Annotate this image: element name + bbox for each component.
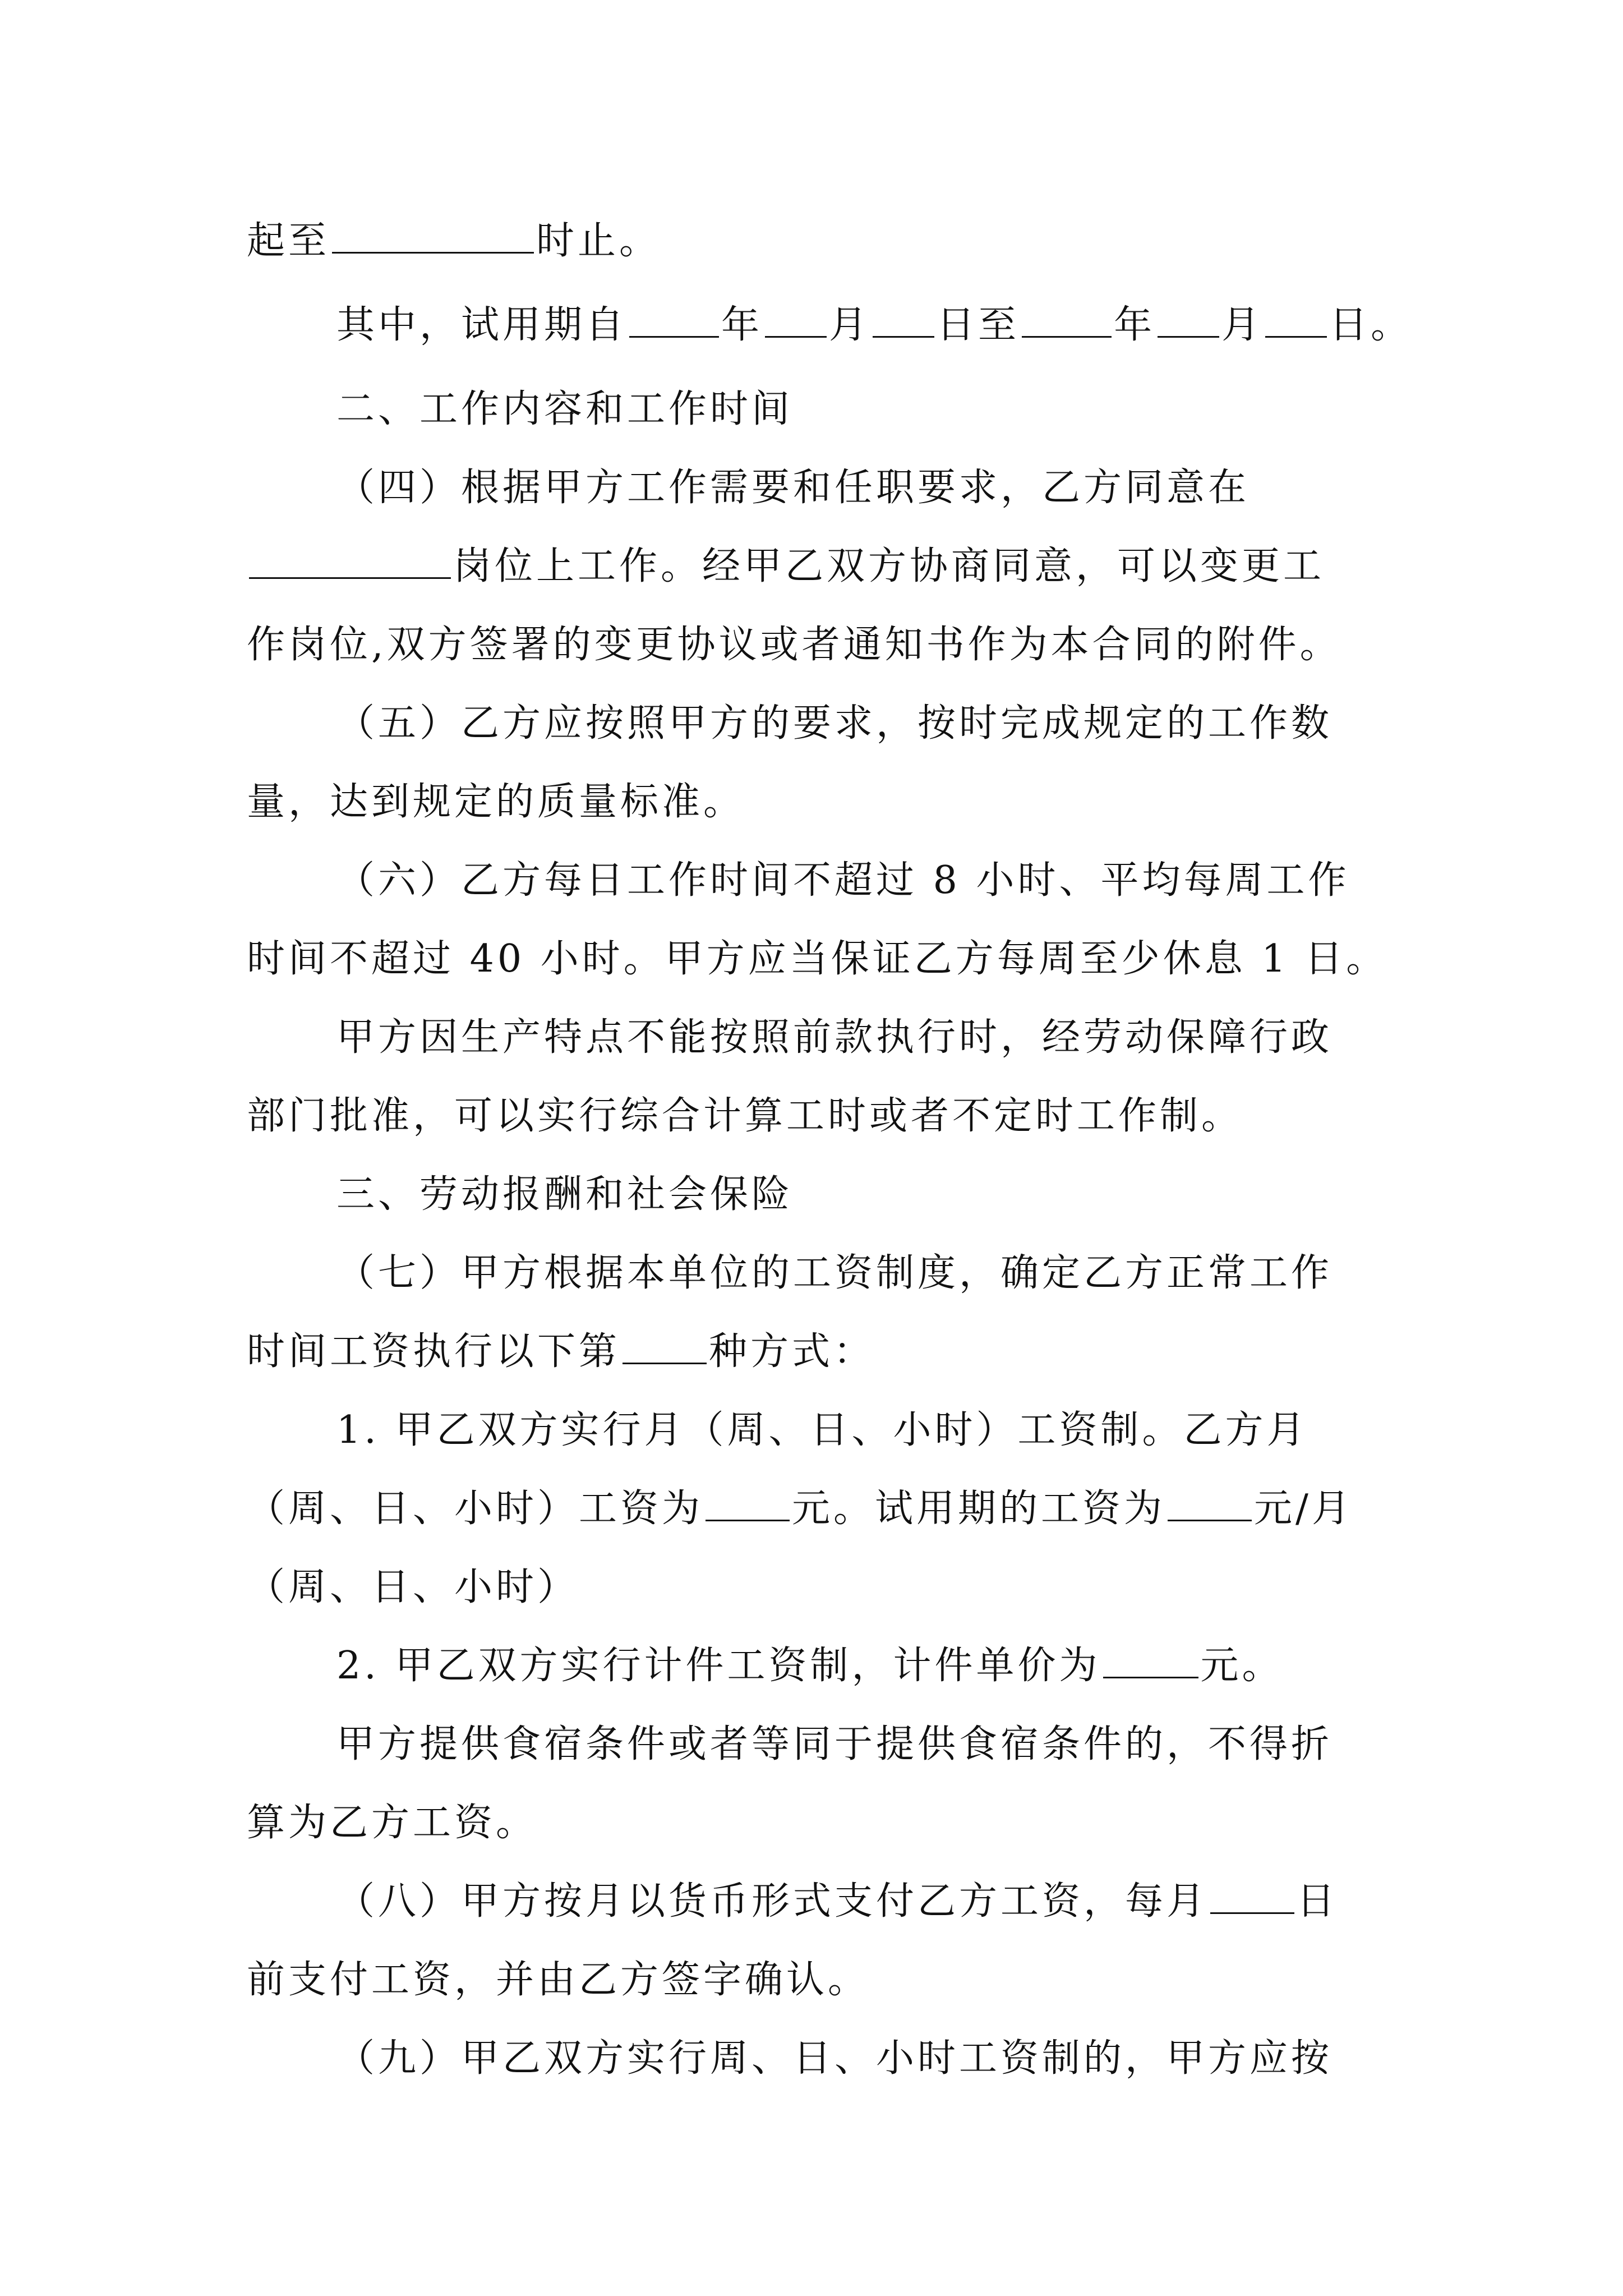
text-segment: （九）甲乙双方实行周、日、小时工资制的，甲方应按 xyxy=(336,2036,1333,2081)
text-segment: 种方式： xyxy=(709,1329,875,1374)
text-line xyxy=(336,1402,1308,1458)
section-heading xyxy=(336,1167,793,1223)
text-segment: 日 xyxy=(1297,1879,1339,1924)
text-segment: （八）甲方按月以货币形式支付乙方工资，每月 xyxy=(336,1879,1209,1924)
text-line xyxy=(336,1245,1332,1301)
text-line xyxy=(336,1874,1338,1930)
text-line xyxy=(247,1952,869,2008)
text-segment: 起至 xyxy=(247,219,330,263)
text-segment: 甲方因生产特点不能按照前款执行时，经劳动保障行政 xyxy=(336,1015,1333,1060)
text-segment: （五）乙方应按照甲方的要求，按时完成规定的工作数 xyxy=(336,701,1333,746)
text-line xyxy=(247,1795,537,1851)
text-segment: 日。 xyxy=(1329,303,1413,347)
text-segment: （周、日、小时） xyxy=(247,1565,579,1609)
text-segment: 月 xyxy=(1221,303,1264,347)
text-line xyxy=(336,460,1249,516)
blank-field xyxy=(1210,1879,1294,1914)
text-segment: 时止。 xyxy=(536,219,661,263)
text-segment: 元。 xyxy=(1200,1644,1284,1688)
text-segment: 日至 xyxy=(937,303,1020,347)
blank-field xyxy=(1022,302,1112,338)
text-line xyxy=(247,1559,579,1616)
text-segment: 甲方提供食宿条件或者等同于提供食宿条件的，不得折 xyxy=(336,1722,1333,1766)
text-segment: 作岗位,双方签署的变更协议或者通知书作为本合同的附件。 xyxy=(247,623,1341,667)
text-segment: 1. 甲乙双方实行月（周、日、小时）工资制。乙方月 xyxy=(336,1408,1308,1452)
text-segment: 算为乙方工资。 xyxy=(247,1801,538,1845)
text-segment: 时间不超过 40 小时。甲方应当保证乙方每周至少休息 1 日。 xyxy=(247,937,1388,981)
blank-field xyxy=(1265,302,1327,338)
text-segment: 部门批准，可以实行综合计算工时或者不定时工作制。 xyxy=(247,1094,1243,1138)
text-segment: 元。试用期的工资为 xyxy=(792,1487,1166,1531)
text-segment: 年 xyxy=(1114,303,1156,347)
blank-field xyxy=(873,302,934,338)
text-segment: 年 xyxy=(721,303,763,347)
text-segment: （周、日、小时）工资为 xyxy=(247,1487,704,1531)
blank-field xyxy=(765,302,827,338)
blank-field xyxy=(623,1329,707,1364)
text-line xyxy=(247,539,1325,595)
text-line xyxy=(336,2031,1332,2087)
text-segment: 量，达到规定的质量标准。 xyxy=(247,780,745,824)
blank-field xyxy=(706,1486,790,1521)
text-segment: 岗位上工作。经甲乙双方协商同意，可以变更工 xyxy=(453,544,1325,588)
text-line xyxy=(247,1088,1243,1144)
blank-field xyxy=(249,544,451,579)
text-line xyxy=(336,696,1332,752)
blank-field xyxy=(629,302,719,338)
text-segment: （七）甲方根据本单位的工资制度，确定乙方正常工作 xyxy=(336,1251,1333,1295)
text-line xyxy=(336,1010,1332,1066)
text-line xyxy=(336,1717,1332,1773)
blank-field xyxy=(1168,1486,1252,1521)
text-segment: 月 xyxy=(829,303,871,347)
text-segment: （六）乙方每日工作时间不超过 8 小时、平均每周工作 xyxy=(336,858,1350,903)
text-line xyxy=(336,297,1412,353)
text-segment: 2. 甲乙双方实行计件工资制，计件单价为 xyxy=(336,1644,1101,1688)
blank-field xyxy=(1103,1643,1198,1678)
text-segment: 时间工资执行以下第 xyxy=(247,1329,621,1374)
text-line xyxy=(247,1481,1353,1537)
text-segment: 三、劳动报酬和社会保险 xyxy=(336,1172,794,1217)
section-heading xyxy=(336,381,793,438)
text-line xyxy=(336,1638,1284,1694)
text-segment: 二、工作内容和工作时间 xyxy=(336,387,794,431)
text-segment: （四）根据甲方工作需要和任职要求，乙方同意在 xyxy=(336,466,1250,510)
text-line xyxy=(247,774,745,830)
blank-field xyxy=(332,218,534,254)
text-segment: 元/月 xyxy=(1254,1487,1353,1531)
text-segment: 其中，试用期自 xyxy=(336,303,628,347)
text-line xyxy=(247,213,661,269)
text-line xyxy=(247,617,1341,673)
text-segment: 前支付工资，并由乙方签字确认。 xyxy=(247,1958,870,2002)
blank-field xyxy=(1158,302,1219,338)
text-line xyxy=(247,1324,875,1380)
text-line xyxy=(247,931,1387,987)
text-line xyxy=(336,853,1350,909)
